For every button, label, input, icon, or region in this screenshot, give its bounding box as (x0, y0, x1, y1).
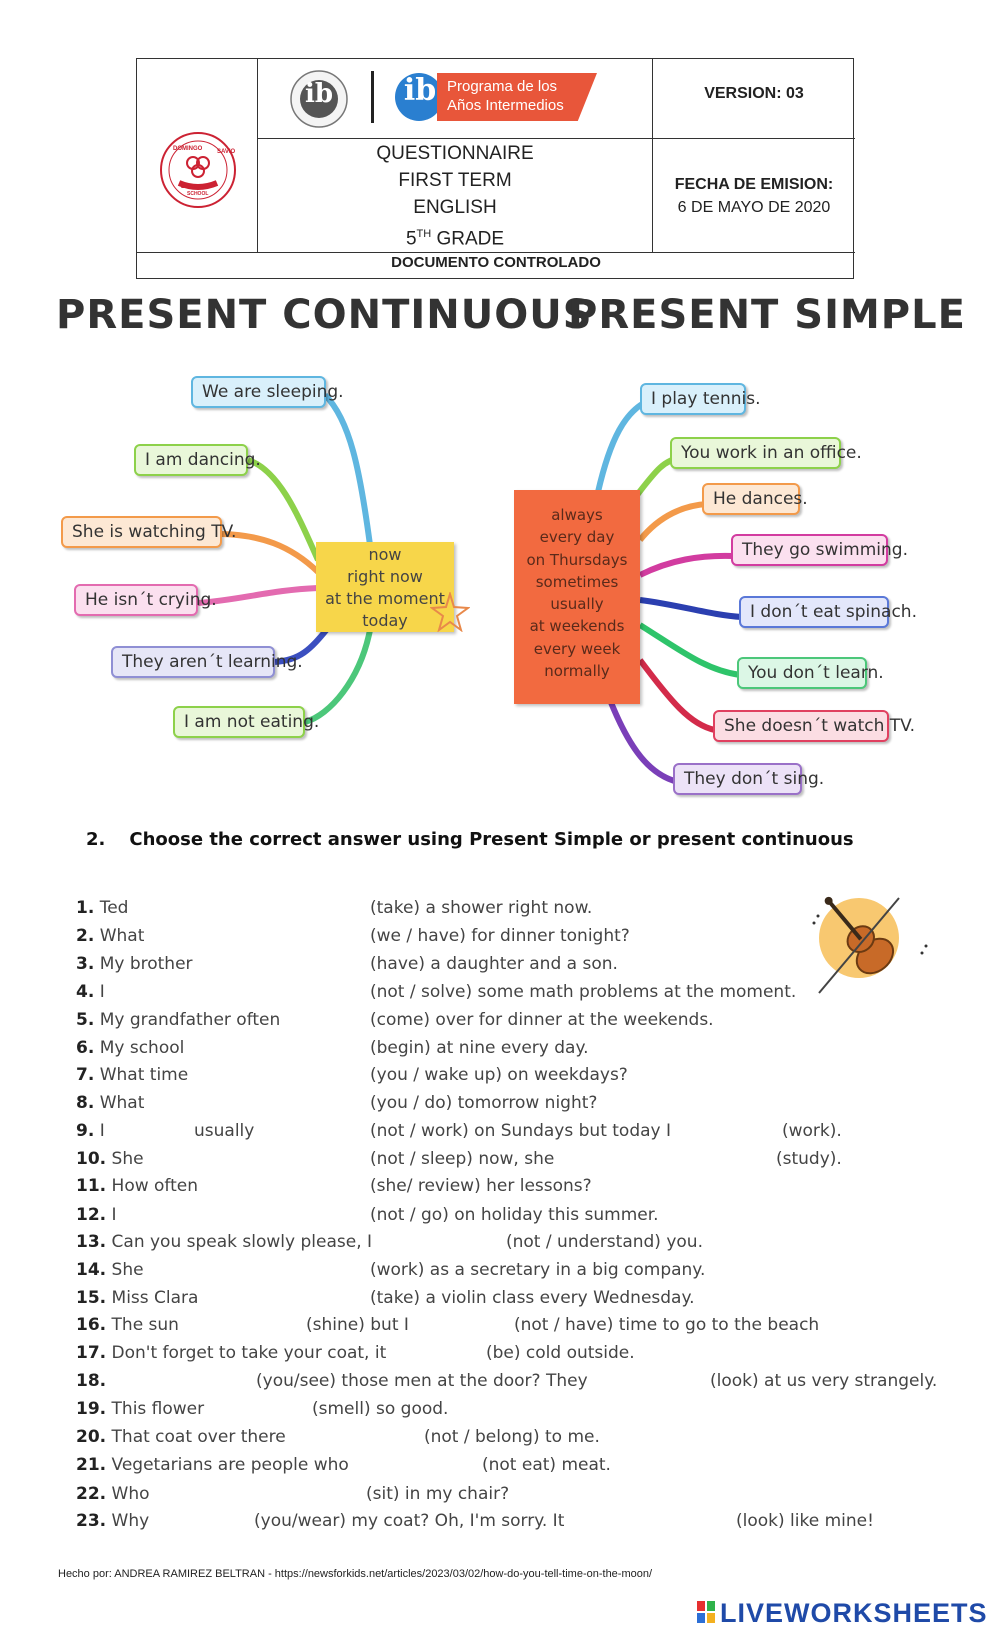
exercise-prompt: (not / understand) you. (506, 1232, 703, 1252)
simple-example-bubble: They go swimming. (731, 534, 888, 566)
exercise-prompt: (take) a shower right now. (370, 898, 593, 918)
exercise-subject (76, 898, 128, 918)
exercise-subject (76, 1010, 280, 1030)
exercise-adverb: usually (194, 1121, 255, 1141)
continuous-example-bubble: He isn´t crying. (74, 584, 198, 616)
simple-example-bubble: I play tennis. (640, 383, 746, 415)
exercise-subject (76, 954, 193, 974)
time-expression: sometimes (535, 572, 619, 591)
ib-programme-line: Años Intermedios (447, 97, 564, 114)
time-expression: on Thursdays (526, 550, 628, 569)
continuous-example-bubble: I am not eating. (173, 706, 305, 738)
exercise-prompt: (begin) at nine every day. (370, 1038, 589, 1058)
exercise-subject-text: Miss Clara (111, 1288, 199, 1308)
exercise-subject (76, 1484, 150, 1504)
exercise-subject-text: Who (111, 1484, 150, 1504)
exercise-subject-text: Ted (99, 898, 129, 918)
exercise-subject-text: I (111, 1205, 117, 1225)
exercise-item-number: 19. (76, 1399, 107, 1419)
exercise-subject (76, 1455, 349, 1475)
simple-example-bubble: I don´t eat spinach. (739, 596, 889, 628)
exercise-prompt: (you/see) those men at the door? They (256, 1371, 588, 1391)
exercise-subject-text: The sun (111, 1315, 179, 1335)
exercise-item-number: 12. (76, 1205, 107, 1225)
branch-line (640, 600, 742, 617)
simple-example-bubble: She doesn´t watch TV. (713, 710, 889, 742)
exercise-prompt-continuation: (work). (782, 1121, 842, 1141)
branch-line (640, 625, 740, 675)
exercise-subject-text: What (99, 926, 145, 946)
time-expression: right now (347, 567, 423, 586)
exercise-prompt: (we / have) for dinner tonight? (370, 926, 630, 946)
exercise-prompt: (you/wear) my coat? Oh, I'm sorry. It (254, 1511, 565, 1531)
exercise-subject-text: How often (111, 1176, 199, 1196)
exercise-subject (76, 1343, 386, 1363)
ib-programme-logo-text: ib (403, 73, 437, 108)
exercise-item-number: 15. (76, 1288, 107, 1308)
exercise-prompt: (sit) in my chair? (366, 1484, 510, 1504)
branch-line (640, 660, 715, 730)
school-logo-text: SAVIO (217, 149, 236, 155)
subject-label: ENGLISH (413, 197, 497, 218)
exercise-subject (76, 1371, 106, 1391)
exercise-prompt: (not / sleep) now, she (370, 1149, 555, 1169)
time-expression: every week (533, 639, 621, 658)
exercise-item-number: 9. (76, 1121, 95, 1141)
exercise-subject (76, 1399, 204, 1419)
liveworksheets-brand: LIVEWORKSHEETS (720, 1598, 988, 1628)
exercise-subject (76, 1288, 198, 1308)
exercise-subject-text: Don't forget to take your coat, it (111, 1343, 387, 1363)
exercise-item-number: 5. (76, 1010, 95, 1030)
time-expression: usually (550, 595, 604, 614)
exercise-prompt: (you / do) tomorrow night? (370, 1093, 598, 1113)
exercise-subject-text: My brother (99, 954, 193, 974)
school-logo-text: DOMINGO (173, 146, 203, 152)
exercise-item-number: 8. (76, 1093, 95, 1113)
exercise-subject-text: This flower (111, 1399, 205, 1419)
time-expression: normally (544, 662, 610, 681)
violin-icon (804, 878, 934, 1008)
exercise-subject (76, 1121, 105, 1141)
continuous-example-bubble: We are sleeping. (191, 376, 326, 408)
time-expression: at the moment (325, 589, 445, 608)
simple-example-bubble: You work in an office. (670, 437, 841, 469)
exercise-subject-text: What (99, 1093, 145, 1113)
exercise-item-number: 1. (76, 898, 95, 918)
issue-date-label: FECHA DE EMISION: (674, 176, 834, 193)
branch-line (640, 556, 733, 575)
time-expression: now (368, 545, 402, 564)
exercise-heading (86, 829, 854, 850)
exercise-prompt-continuation: (look) at us very strangely. (710, 1371, 938, 1391)
exercise-subject (76, 926, 144, 946)
time-expression: every day (539, 528, 615, 547)
exercise-prompt: (not / work) on Sundays but today I (370, 1121, 672, 1141)
exercise-subject-text: My grandfather often (99, 1010, 281, 1030)
grade-word: GRADE (431, 228, 505, 250)
exercise-prompt: (not / solve) some math problems at the moment. (370, 982, 797, 1002)
exercise-prompt-continuation: (study). (776, 1149, 842, 1169)
time-expression: at weekends (529, 617, 625, 636)
school-logo-text: BILINGUAL (181, 184, 209, 190)
exercise-subject-text: I (99, 1121, 105, 1141)
simple-example-bubble: You don´t learn. (737, 657, 867, 689)
exercise-subject (76, 1511, 149, 1531)
controlled-document-label: DOCUMENTO CONTROLADO (391, 254, 601, 271)
exercise-item-number: 13. (76, 1232, 107, 1252)
continuous-example-bubble: They aren´t learning. (111, 646, 275, 678)
exercise-prompt-continuation: (not / have) time to go to the beach (514, 1315, 820, 1335)
exercise-subject (76, 982, 105, 1002)
exercise-subject-text: My school (99, 1038, 185, 1058)
exercise-subject (76, 1315, 179, 1335)
term-label: FIRST TERM (398, 170, 512, 191)
exercise-prompt: (work) as a secretary in a big company. (370, 1260, 706, 1280)
branch-line (222, 534, 318, 572)
exercise-item-number: 14. (76, 1260, 107, 1280)
exercise-item-number: 17. (76, 1343, 107, 1363)
exercise-item-number: 18. (76, 1371, 107, 1391)
exercise-item-number: 21. (76, 1455, 107, 1475)
grade-number: 5 (405, 228, 417, 250)
exercise-subject (76, 1427, 286, 1447)
branch-line (640, 504, 708, 540)
star-icon (430, 592, 470, 637)
exercise-item-number: 6. (76, 1038, 95, 1058)
simple-time-expressions (514, 504, 640, 682)
school-logo-text: SCHOOL (187, 191, 209, 197)
exercise-item-number: 23. (76, 1511, 107, 1531)
exercise-item-number: 2. (76, 926, 95, 946)
exercise-prompt: (not eat) meat. (482, 1455, 611, 1475)
questionnaire-label: QUESTIONNAIRE (376, 143, 534, 164)
continuous-example-bubble: I am dancing. (134, 444, 248, 476)
exercise-subject (76, 1205, 117, 1225)
exercise-subject (76, 1176, 198, 1196)
time-expression: today (362, 611, 408, 630)
exercise-item-number: 20. (76, 1427, 107, 1447)
continuous-example-bubble: She is watching TV. (61, 516, 222, 548)
present-continuous-title: PRESENT CONTINUOUS (56, 292, 593, 338)
branch-line (610, 700, 678, 782)
exercise-item-number: 16. (76, 1315, 107, 1335)
exercise-subject-text: She (111, 1149, 144, 1169)
exercise-number: 2. (86, 829, 106, 850)
exercise-subject-text: She (111, 1260, 144, 1280)
exercise-subject-text: That coat over there (111, 1427, 286, 1447)
exercise-subject (76, 1260, 144, 1280)
exercise-prompt: (not / belong) to me. (424, 1427, 600, 1447)
simple-example-bubble: He dances. (702, 483, 800, 515)
exercise-item-number: 3. (76, 954, 95, 974)
branch-line (325, 395, 370, 545)
exercise-prompt: (not / go) on holiday this summer. (370, 1205, 659, 1225)
version-label: VERSION: 03 (704, 85, 804, 102)
exercise-subject-text: Can you speak slowly please, I (111, 1232, 373, 1252)
exercise-title: Choose the correct answer using Present Simple or present continuous (129, 829, 854, 850)
credit-line: Hecho por: ANDREA RAMIREZ BELTRAN - https://newsforkids.net/articles/2023/03/02/how-do-you-tell-time-on-the-moon/ (58, 1568, 653, 1580)
exercise-item-number: 10. (76, 1149, 107, 1169)
exercise-subject-text: I (99, 982, 105, 1002)
exercise-subject (76, 1093, 144, 1113)
exercise-subject-text: What time (99, 1065, 189, 1085)
exercise-subject (76, 1232, 372, 1252)
exercise-prompt: (take) a violin class every Wednesday. (370, 1288, 695, 1308)
exercise-prompt: (shine) but I (306, 1315, 409, 1335)
time-expression: always (551, 506, 603, 524)
exercise-subject (76, 1149, 144, 1169)
exercise-prompt: (you / wake up) on weekdays? (370, 1065, 628, 1085)
ib-logo-text: ib (304, 79, 334, 109)
exercise-subject-text: Why (111, 1511, 150, 1531)
mind-map-connectors (0, 0, 1000, 820)
exercise-prompt: (be) cold outside. (486, 1343, 635, 1363)
exercise-prompt: (come) over for dinner at the weekends. (370, 1010, 714, 1030)
ib-programme-line: Programa de los (447, 78, 558, 95)
exercise-prompt-continuation: (look) like mine! (736, 1511, 874, 1531)
present-simple-title: PRESENT SIMPLE (568, 292, 966, 338)
issue-date-value: 6 DE MAYO DE 2020 (677, 199, 831, 216)
exercise-item-number: 4. (76, 982, 95, 1002)
exercise-subject (76, 1065, 188, 1085)
exercise-item-number: 11. (76, 1176, 107, 1196)
exercise-prompt: (she/ review) her lessons? (370, 1176, 592, 1196)
exercise-prompt: (have) a daughter and a son. (370, 954, 618, 974)
exercise-item-number: 7. (76, 1065, 95, 1085)
exercise-prompt: (smell) so good. (312, 1399, 449, 1419)
exercise-subject-text: Vegetarians are people who (111, 1455, 349, 1475)
grade-suffix: TH (416, 228, 432, 240)
exercise-item-number: 22. (76, 1484, 107, 1504)
simple-example-bubble: They don´t sing. (673, 763, 802, 795)
exercise-subject (76, 1038, 184, 1058)
liveworksheets-logo-icon (697, 1601, 717, 1630)
